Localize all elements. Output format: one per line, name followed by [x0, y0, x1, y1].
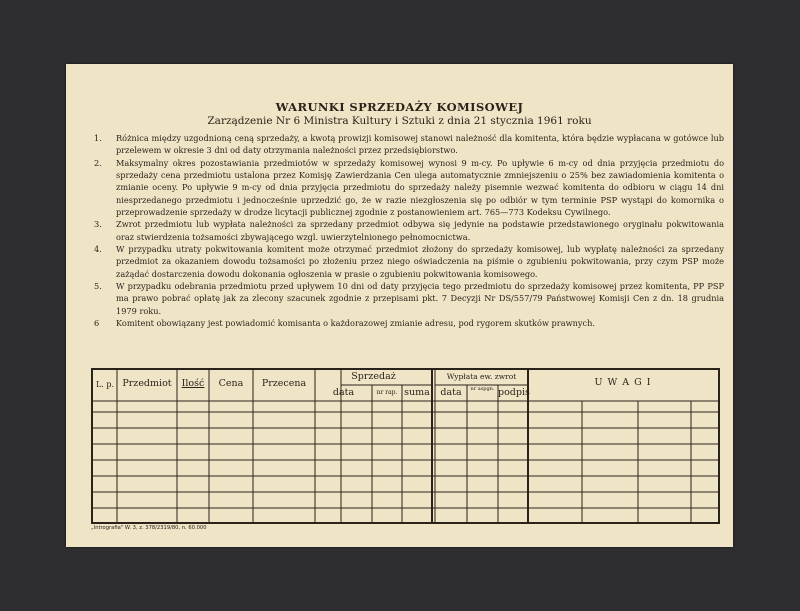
term-item	[94, 243, 724, 280]
column-group-sprzedaz: Sprzedaż	[351, 371, 396, 382]
column-header-ilosc: Ilość	[181, 378, 205, 389]
printer-imprint: „Intrografia" W. 3, z. 378/2319/80, n. 60.000	[91, 525, 207, 531]
column-header-lp: L. p.	[95, 380, 115, 389]
column-header-sprzedaz-data: data	[332, 387, 355, 398]
column-header-przecena: Przecena	[261, 378, 307, 389]
term-item	[94, 317, 724, 329]
term-text: W przypadku utraty pokwitowania komitent może otrzymać przedmiot złożony do sprzedaży komisowej, lub wypłatę należności za sprzedany przedmiot za okazaniem dowodu tożsamości po złożeniu przez niego oświadczenia na piśmie o zgubieniu pokwitowania, przy czym PSP może zażądać dostarczenia dowodu dokonania ogłoszenia w prasie o zgubieniu pokwitowania komisowego.	[116, 244, 724, 279]
column-header-sprzedaz-nr-rap: nr rap.	[376, 389, 398, 396]
term-number: 1.	[94, 133, 102, 143]
term-item	[94, 280, 724, 317]
column-header-uwagi: U W A G I	[594, 377, 652, 388]
column-group-wyplata: Wypłata ew. zwrot	[446, 372, 517, 381]
term-text: Zwrot przedmiotu lub wypłata należności za sprzedany przedmiot odbywa się jedynie na podstawie przedstawionego oryginału pokwitowania oraz stwierdzenia tożsamości zbywającego wzgl. uwierzytelnionego pełnomocnictwa.	[116, 219, 724, 242]
column-header-sprzedaz-suma: suma	[404, 387, 430, 398]
term-number: 6	[94, 318, 100, 329]
term-text: Maksymalny okres pozostawiania przedmiotów w sprzedaży komisowej wynosi 9 m-cy. Po upływie 6 m-cy od dnia przyjęcia przedmiotu do sprzedaży cena przedmiotu ustalona przez Komisję Zawierdzania Cen ulega automatycznie zmniejszeniu o 25% bez zawiadomienia komitenta o zmianie oceny. Po upływie 9 m-cy od dnia przyjęcia przedmiotu do sprzedaży należy pisemnie wezwać komitenta do odbioru w ciągu 14 dni niesprzedanego przedmiotu i jednocześnie uprzedzić go, że w razie niezgłoszenia się po odbiór w tym terminie PSP wystąpi do komornika o przeprowadzenie sprzedaży w drodze licytacji publicznej zgodnie z postanowieniem art. 765—773 Kodeksu Cywilnego.	[116, 157, 724, 218]
term-item	[94, 132, 724, 157]
term-text: Komitent obowiązany jest powiadomić komisanta o każdorazowej zmianie adresu, pod rygorem skutków prawnych.	[116, 318, 595, 329]
term-text: W przypadku odebrania przedmiotu przed upływem 10 dni od daty przyjęcia tego przedmiotu do sprzedaży komisowej przez komitenta, PP PSP ma prawo pobrać opłatę jak za zlecony szacunek zgodnie z przepisami pkt. 7 Decyzji Nr DS/557/79 Państwowej Komisji Cen z dn. 18 grudnia 1979 roku.	[116, 281, 724, 316]
terms-list	[94, 132, 724, 330]
column-header-wyplata-podpis: podpis	[498, 387, 530, 398]
term-number: 2.	[94, 157, 102, 168]
column-header-przedmiot: Przedmiot	[122, 378, 172, 389]
column-header-cena: Cena	[218, 378, 244, 389]
term-item	[94, 157, 724, 219]
term-number: 4.	[94, 244, 102, 255]
term-number: 5.	[94, 281, 102, 292]
column-header-wyplata-data: data	[440, 387, 462, 398]
column-header-wyplata-nr: nr aspgn.	[470, 386, 495, 392]
term-number: 3.	[94, 219, 102, 230]
term-item	[94, 218, 724, 243]
document-sheet	[66, 64, 733, 547]
document-title: WARUNKI SPRZEDAŻY KOMISOWEJ	[275, 100, 524, 114]
term-text: Różnica między uzgodnioną ceną sprzedaży, a kwotą prowizji komisowej stanowi należność dla komitenta, która będzie wypłacana w gotówce lub przelewem w okresie 3 dni od daty otrzymania należności przez przedsiębiorstwo.	[116, 133, 724, 156]
consignment-table	[91, 368, 720, 524]
document-subtitle: Zarządzenie Nr 6 Ministra Kultury i Sztuki z dnia 21 stycznia 1961 roku	[207, 115, 592, 127]
